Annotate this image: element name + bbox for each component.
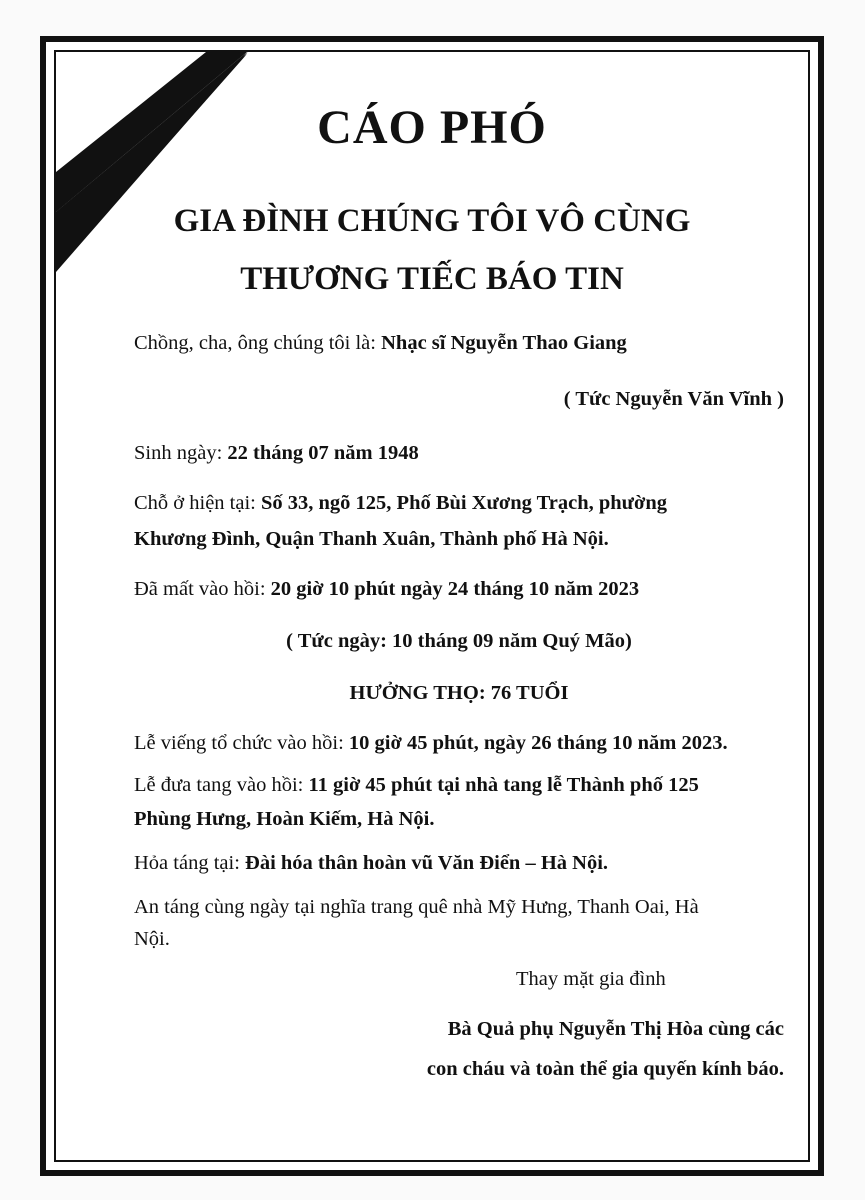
- residence-line: [134, 488, 784, 518]
- procession-details-part2: Phùng Hưng, Hoàn Kiếm, Hà Nội.: [134, 808, 435, 830]
- birth-line: [134, 438, 784, 468]
- age-line: HƯỞNG THỌ: 76 TUỔI: [349, 682, 569, 704]
- residence-address-part1: Số 33, ngõ 125, Phố Bùi Xương Trạch, phường: [261, 492, 667, 514]
- signoff-line1: Bà Quả phụ Nguyễn Thị Hòa cùng các: [447, 1018, 784, 1040]
- residence-label: Chỗ ở hiện tại:: [134, 492, 261, 514]
- announcement-heading-line1: GIA ĐÌNH CHÚNG TÔI VÔ CÙNG: [173, 203, 691, 239]
- visitation-label: Lễ viếng tổ chức vào hồi:: [134, 732, 349, 754]
- burial-line1: An táng cùng ngày tại nghĩa trang quê nhà Mỹ Hưng, Thanh Oai, Hà: [134, 896, 699, 918]
- cremation-line: [134, 848, 784, 878]
- burial-line2: Nội.: [134, 928, 170, 950]
- death-line: [134, 574, 784, 604]
- announcement-heading-line2: THƯƠNG TIẾC BÁO TIN: [240, 261, 624, 297]
- obituary-inner-border: [54, 50, 810, 1162]
- visitation-line: [134, 728, 784, 758]
- birth-date: 22 tháng 07 năm 1948: [227, 442, 419, 464]
- death-datetime: 20 giờ 10 phút ngày 24 tháng 10 năm 2023: [270, 578, 640, 600]
- cremation-place: Đài hóa thân hoàn vũ Văn Điển – Hà Nội.: [245, 852, 609, 874]
- deceased-line: [134, 328, 784, 358]
- procession-label: Lễ đưa tang vào hồi:: [134, 774, 309, 796]
- procession-line: [134, 770, 784, 800]
- cremation-label: Hỏa táng tại:: [134, 852, 246, 874]
- deceased-alias: ( Tức Nguyễn Văn Vĩnh ): [563, 388, 784, 410]
- visitation-time: 10 giờ 45 phút, ngày 26 tháng 10 năm 2023.: [348, 732, 728, 754]
- deceased-name: Nhạc sĩ Nguyễn Thao Giang: [381, 332, 627, 354]
- death-label: Đã mất vào hồi:: [134, 578, 271, 600]
- obituary-frame: [40, 36, 824, 1176]
- announcement-heading: [56, 192, 808, 308]
- signoff-line2: con cháu và toàn thể gia quyến kính báo.: [426, 1058, 784, 1080]
- residence-address-part2: Khương Đình, Quận Thanh Xuân, Thành phố Hà Nội.: [134, 528, 609, 550]
- on-behalf-label: Thay mặt gia đình: [516, 968, 666, 990]
- death-lunar-date: ( Tức ngày: 10 tháng 09 năm Quý Mão): [286, 630, 632, 652]
- deceased-label: Chồng, cha, ông chúng tôi là:: [134, 332, 382, 354]
- birth-label: Sinh ngày:: [134, 442, 228, 464]
- page-title: CÁO PHÓ: [317, 101, 547, 154]
- procession-details-part1: 11 giờ 45 phút tại nhà tang lễ Thành phố 125: [308, 774, 699, 796]
